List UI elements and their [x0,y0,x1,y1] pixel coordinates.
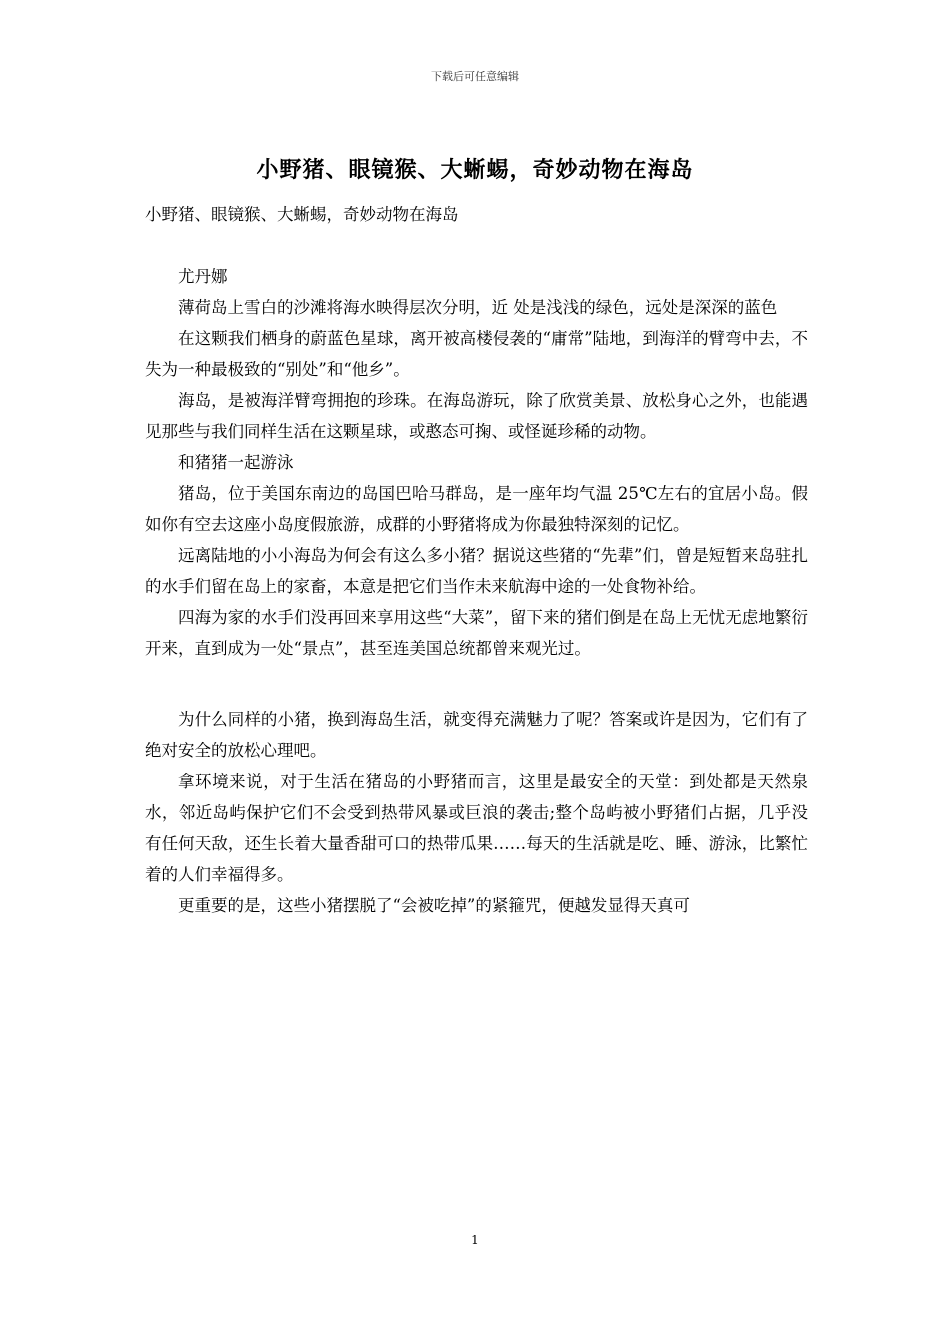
paragraph: 拿环境来说，对于生活在猪岛的小野猪而言，这里是最安全的天堂：到处都是天然泉水，邻近岛屿保护它们不会受到热带风暴或巨浪的袭击;整个岛屿被小野猪们占据，几乎没有任何天敌，还生长着大量香甜可口的热带瓜果……每天的生活就是吃、睡、游泳，比繁忙着的人们幸福得多。 [145,772,808,884]
document-body [145,199,808,921]
paragraph: 四海为家的水手们没再回来享用这些“大菜”，留下来的猪们倒是在岛上无忧无虑地繁衍开来，直到成为一处“景点”，甚至连美国总统都曾来观光过。 [145,608,808,658]
page-number: 1 [471,1233,479,1247]
page-header-note: 下载后可任意编辑 [431,70,519,83]
paragraph: 远离陆地的小小海岛为何会有这么多小猪？据说这些猪的“先辈”们，曾是短暂来岛驻扎的水手们留在岛上的家畜，本意是把它们当作未来航海中途的一处食物补给。 [145,546,808,596]
paragraph: 为什么同样的小猪，换到海岛生活，就变得充满魅力了呢？答案或许是因为，它们有了绝对安全的放松心理吧。 [145,710,808,760]
paragraph: 猪岛，位于美国东南边的岛国巴哈马群岛，是一座年均气温 25℃左右的宜居小岛。假如你有空去这座小岛度假旅游，成群的小野猪将成为你最独特深刻的记忆。 [145,484,808,534]
document-title: 小野猪、眼镜猴、大蜥蜴，奇妙动物在海岛 [256,158,694,183]
paragraph: 薄荷岛上雪白的沙滩将海水映得层次分明，近 处是浅浅的绿色，远处是深深的蓝色 [178,298,778,317]
section-heading: 和猪猪一起游泳 [178,453,294,472]
paragraph: 更重要的是，这些小猪摆脱了“会被吃掉”的紧箍咒，便越发显得天真可 [178,896,690,915]
document-subtitle: 小野猪、眼镜猴、大蜥蜴，奇妙动物在海岛 [145,205,459,224]
paragraph: 海岛，是被海洋臂弯拥抱的珍珠。在海岛游玩，除了欣赏美景、放松身心之外，也能遇见那些与我们同样生活在这颗星球，或憨态可掬、或怪诞珍稀的动物。 [145,391,808,441]
author-line: 尤丹娜 [178,267,228,286]
paragraph: 在这颗我们栖身的蔚蓝色星球，离开被高楼侵袭的“庸常”陆地，到海洋的臂弯中去，不失为一种最极致的“别处”和“他乡”。 [145,329,808,379]
